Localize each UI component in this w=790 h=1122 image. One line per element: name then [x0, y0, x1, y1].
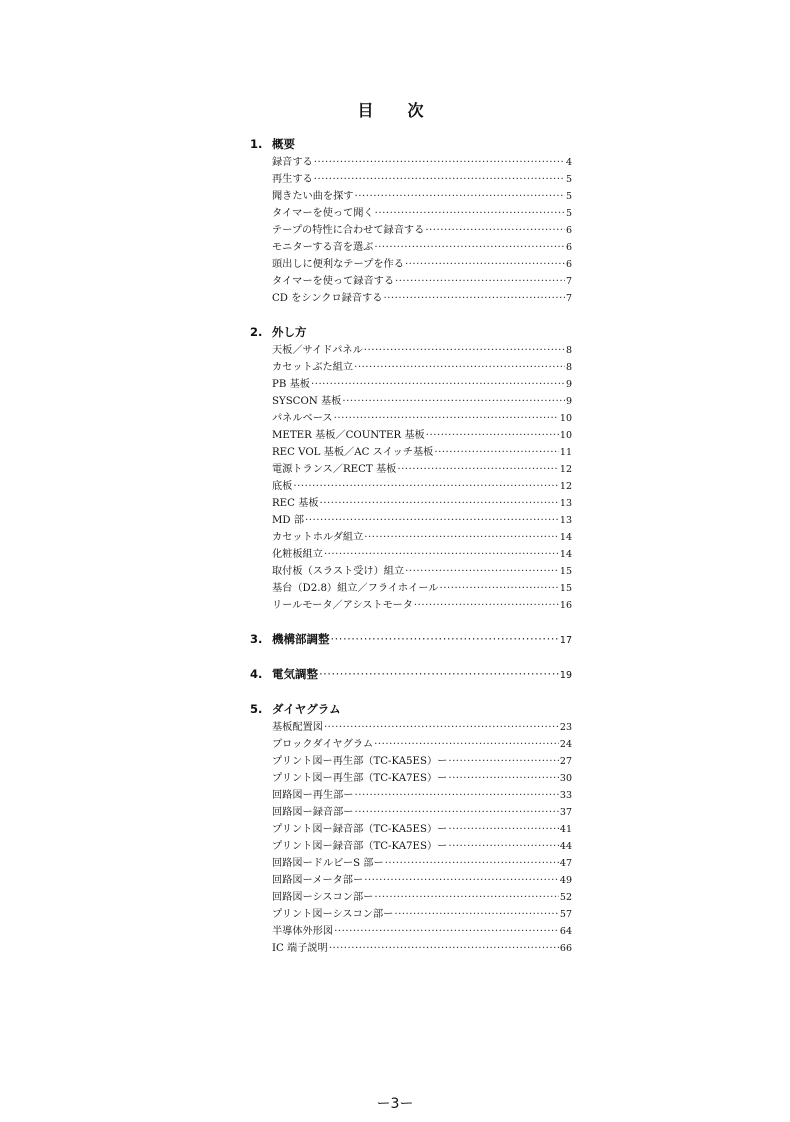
toc-entry: [272, 597, 572, 614]
toc-section: [250, 664, 572, 684]
dot-leader: [314, 154, 565, 171]
toc-entry: [272, 239, 572, 256]
entry-title: タイマーを使って録音する: [272, 276, 395, 287]
entry-page-number: 14: [559, 532, 572, 543]
entry-page-number: 7: [565, 276, 572, 287]
toc-entry: [272, 855, 572, 872]
dot-leader: [374, 889, 559, 906]
entry-title: MD 部: [272, 515, 305, 526]
section-page-number: 17: [559, 635, 572, 646]
dot-leader: [374, 736, 559, 753]
section-title: 概要: [272, 137, 295, 151]
entry-page-number: 33: [559, 790, 572, 801]
section-title: 電気調整: [272, 667, 318, 681]
dot-leader: [397, 461, 559, 478]
dot-leader: [374, 239, 565, 256]
section-title: ダイヤグラム: [272, 702, 341, 716]
entry-page-number: 11: [559, 447, 572, 458]
entry-page-number: 13: [559, 498, 572, 509]
entry-title: 基板配置図: [272, 722, 323, 733]
section-heading: [250, 699, 572, 719]
dot-leader: [342, 393, 565, 410]
dot-leader: [375, 205, 565, 222]
toc-section: [250, 322, 572, 614]
toc-entry: [272, 393, 572, 410]
dot-leader: [334, 410, 559, 427]
entry-title: プリント図ー録音部（TC-KA5ES）ー: [272, 824, 448, 835]
dot-leader: [314, 171, 565, 188]
section-heading: [250, 134, 572, 154]
entry-title: CD をシンクロ録音する: [272, 293, 383, 304]
entry-title: 電源トランス／RECT 基板: [272, 464, 397, 475]
dot-leader: [311, 376, 565, 393]
toc-entry: [272, 222, 572, 239]
entry-title: プリント図ー録音部（TC-KA7ES）ー: [272, 841, 448, 852]
entry-page-number: 15: [559, 583, 572, 594]
entry-page-number: 5: [565, 191, 572, 202]
entry-title: プリント図ー再生部（TC-KA7ES）ー: [272, 773, 448, 784]
entry-title: IC 端子説明: [272, 943, 328, 954]
dot-leader: [434, 444, 559, 461]
toc-entry: [272, 273, 572, 290]
entry-page-number: 47: [559, 858, 572, 869]
toc-entry: [272, 461, 572, 478]
toc-entry: [272, 342, 572, 359]
entry-title: METER 基板／COUNTER 基板: [272, 430, 425, 441]
entry-page-number: 10: [559, 430, 572, 441]
entry-page-number: 49: [559, 875, 572, 886]
dot-leader: [354, 359, 565, 376]
toc-entry: [272, 188, 572, 205]
dot-leader: [405, 563, 559, 580]
dot-leader: [329, 940, 559, 957]
entry-title: カセットホルダ組立: [272, 532, 364, 543]
entry-title: REC 基板: [272, 498, 319, 509]
toc-entry: [272, 736, 572, 753]
section-title: 外し方: [272, 325, 307, 339]
entry-page-number: 52: [559, 892, 572, 903]
entry-page-number: 8: [565, 345, 572, 356]
section-heading: [250, 664, 572, 684]
toc-entry: [272, 444, 572, 461]
entry-page-number: 15: [559, 566, 572, 577]
toc-entry: [272, 205, 572, 222]
entry-title: 再生する: [272, 174, 313, 185]
entry-title: 回路図ーメータ部ー: [272, 875, 364, 886]
dot-leader: [305, 512, 559, 529]
toc-entry: [272, 940, 572, 957]
toc-entry: [272, 923, 572, 940]
page-number: ー3ー: [376, 1096, 414, 1112]
dot-leader: [414, 597, 559, 614]
toc-entry: [272, 154, 572, 171]
toc-section: [250, 699, 572, 957]
entry-page-number: 64: [559, 926, 572, 937]
dot-leader: [293, 478, 559, 495]
dot-leader: [334, 923, 559, 940]
entry-title: プリント図ー再生部（TC-KA5ES）ー: [272, 756, 448, 767]
toc-entry: [272, 906, 572, 923]
dot-leader: [385, 855, 559, 872]
toc-entry: [272, 753, 572, 770]
entry-title: 頭出しに便利なテープを作る: [272, 259, 404, 270]
entry-page-number: 10: [559, 413, 572, 424]
dot-leader: [405, 256, 565, 273]
entry-page-number: 8: [565, 362, 572, 373]
entry-page-number: 12: [559, 481, 572, 492]
entry-page-number: 6: [565, 259, 572, 270]
entry-list: [250, 342, 572, 614]
dot-leader: [395, 273, 565, 290]
toc-entry: [272, 804, 572, 821]
entry-page-number: 57: [559, 909, 572, 920]
toc-section: [250, 629, 572, 649]
dot-leader: [383, 290, 565, 307]
dot-leader: [439, 580, 558, 597]
entry-page-number: 7: [565, 293, 572, 304]
entry-page-number: 30: [559, 773, 572, 784]
entry-page-number: 6: [565, 225, 572, 236]
entry-page-number: 9: [565, 396, 572, 407]
toc-entry: [272, 478, 572, 495]
entry-page-number: 23: [559, 722, 572, 733]
dot-leader: [320, 495, 559, 512]
toc-entry: [272, 376, 572, 393]
toc-entry: [272, 770, 572, 787]
dot-leader: [448, 838, 559, 855]
toc-section: [250, 134, 572, 307]
toc-entry: [272, 821, 572, 838]
toc-entry: [272, 290, 572, 307]
entry-page-number: 12: [559, 464, 572, 475]
entry-title: カセットぶた組立: [272, 362, 354, 373]
entry-title: 半導体外形図: [272, 926, 334, 937]
entry-page-number: 5: [565, 208, 572, 219]
dot-leader: [448, 753, 559, 770]
entry-title: PB 基板: [272, 379, 310, 390]
entry-page-number: 16: [559, 600, 572, 611]
toc-entry: [272, 359, 572, 376]
entry-title: パネルベース: [272, 413, 333, 424]
section-heading: [250, 322, 572, 342]
section-number: 5.: [250, 702, 263, 716]
entry-title: 回路図ー再生部ー: [272, 790, 354, 801]
entry-page-number: 27: [559, 756, 572, 767]
dot-leader: [324, 719, 559, 736]
toc-entry: [272, 410, 572, 427]
entry-title: 聞きたい曲を探す: [272, 191, 354, 202]
dot-leader: [319, 664, 559, 684]
entry-title: タイマーを使って聞く: [272, 208, 374, 219]
toc-entry: [272, 495, 572, 512]
dot-leader: [364, 872, 559, 889]
table-of-contents: [250, 134, 572, 972]
entry-title: プリント図ーシスコン部ー: [272, 909, 394, 920]
dot-leader: [355, 804, 559, 821]
entry-page-number: 44: [559, 841, 572, 852]
entry-page-number: 41: [559, 824, 572, 835]
dot-leader: [394, 906, 559, 923]
toc-entry: [272, 889, 572, 906]
entry-title: ブロックダイヤグラム: [272, 739, 374, 750]
dot-leader: [448, 821, 559, 838]
toc-entry: [272, 546, 572, 563]
entry-page-number: 9: [565, 379, 572, 390]
entry-title: リールモータ／アシストモータ: [272, 600, 413, 611]
toc-entry: [272, 171, 572, 188]
entry-page-number: 37: [559, 807, 572, 818]
section-title: 機構部調整: [272, 632, 330, 646]
entry-title: テープの特性に合わせて録音する: [272, 225, 425, 236]
entry-title: REC VOL 基板／AC スイッチ基板: [272, 447, 434, 458]
entry-title: 底板: [272, 481, 293, 492]
section-number: 2.: [250, 325, 263, 339]
entry-page-number: 13: [559, 515, 572, 526]
entry-page-number: 14: [559, 549, 572, 560]
entry-title: 天板／サイドパネル: [272, 345, 363, 356]
entry-title: 取付板（スラスト受け）組立: [272, 566, 405, 577]
entry-title: 回路図ードルビーS 部ー: [272, 858, 384, 869]
toc-entry: [272, 838, 572, 855]
entry-title: SYSCON 基板: [272, 396, 342, 407]
entry-title: 録音する: [272, 157, 313, 168]
entry-page-number: 66: [559, 943, 572, 954]
toc-entry: [272, 580, 572, 597]
entry-page-number: 5: [565, 174, 572, 185]
section-number: 3.: [250, 632, 263, 646]
dot-leader: [355, 787, 559, 804]
entry-list: [250, 719, 572, 957]
dot-leader: [425, 222, 565, 239]
dot-leader: [448, 770, 559, 787]
entry-page-number: 24: [559, 739, 572, 750]
toc-entry: [272, 719, 572, 736]
toc-entry: [272, 872, 572, 889]
toc-entry: [272, 529, 572, 546]
entry-page-number: 6: [565, 242, 572, 253]
toc-entry: [272, 427, 572, 444]
entry-title: 化粧板組立: [272, 549, 323, 560]
toc-entry: [272, 563, 572, 580]
section-heading: [250, 629, 572, 649]
dot-leader: [364, 529, 559, 546]
entry-title: モニターする音を選ぶ: [272, 242, 374, 253]
toc-entry: [272, 256, 572, 273]
entry-list: [250, 154, 572, 307]
entry-title: 回路図ーシスコン部ー: [272, 892, 374, 903]
dot-leader: [324, 546, 559, 563]
dot-leader: [364, 342, 565, 359]
dot-leader: [331, 629, 559, 649]
entry-page-number: 4: [565, 157, 572, 168]
toc-entry: [272, 512, 572, 529]
dot-leader: [355, 188, 565, 205]
dot-leader: [426, 427, 559, 444]
section-number: 1.: [250, 137, 263, 151]
page-title: 目 次: [357, 101, 433, 120]
toc-entry: [272, 787, 572, 804]
section-number: 4.: [250, 667, 263, 681]
entry-title: 回路図ー録音部ー: [272, 807, 354, 818]
entry-title: 基台（D2.8）組立／フライホイール: [272, 583, 439, 594]
section-page-number: 19: [559, 670, 572, 681]
